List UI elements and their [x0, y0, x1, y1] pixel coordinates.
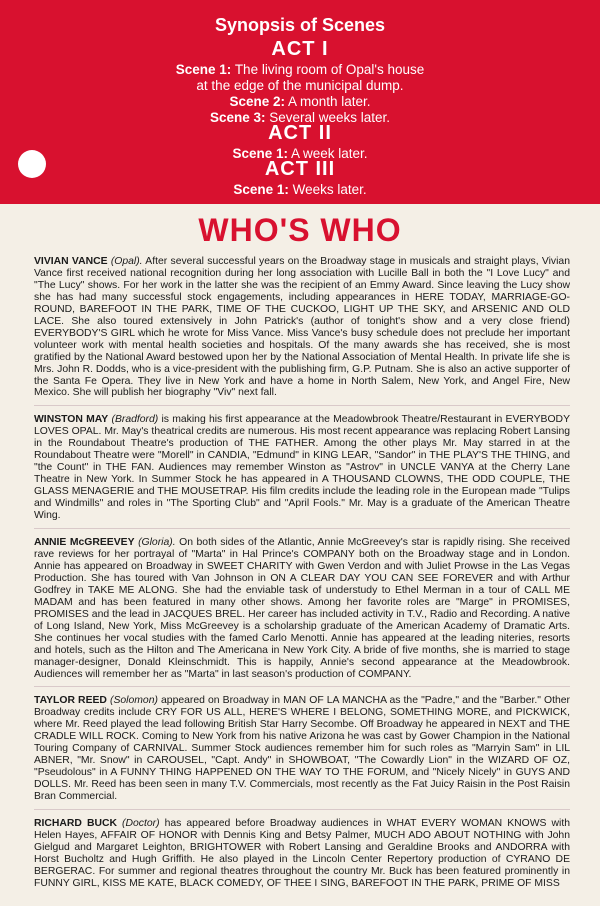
act-1-scene-1-cont: at the edge of the municipal dump.	[196, 78, 404, 93]
bio-text: appeared on Broadway in MAN OF LA MANCHA as the "Padre," and the "Barber." Other Broadway credits include CRY FOR US ALL, HERE'S WHERE I BELONG, SOMETHING MORE, and PICKWICK, where Mr. Reed played the lead following British Star Harry Secombe. Off Broadway he appeared in NEXT and THE CRADLE WILL ROCK. Coming to New York from his native Arizona he was cast by Gower Champion in the National Touring Company of CARNIVAL. Summer Stock audiences remember him for such roles as "Marryin Sam" in LIL ABNER, "Mr. Snow" in CAROUSEL, "Capt. Andy" in SHOWBOAT, "The Cowardly Lion" in the WIZARD OF OZ, "Pseudolous" in A FUNNY THING HAPPENED ON THE WAY TO THE FORUM, and "Nicely Nicely" in GUYS AND DOLLS. Mr. Reed has been seen in many T.V. Commercials, most recently as the Fat Juicy Raisin in the Post Raisin Bran Commercial.	[34, 695, 570, 803]
scene-text: Weeks later.	[292, 182, 367, 197]
bio-name: WINSTON MAY	[34, 414, 109, 426]
synopsis-title: Synopsis of Scenes	[214, 15, 386, 35]
bio-name: TAYLOR REED	[34, 695, 107, 707]
bio-text: has appeared before Broadway audiences in WHAT EVERY WOMAN KNOWS with Helen Hayes, AFFAIR OF HONOR with Dennis King and Betsy Palmer, MUCH ADO ABOUT NOTHING with John Gielgud and Margaret Leighton, BRIGHTOWER with Robert Lansing and Geraldine Brooks and ANDORRA with Horst Bucholtz and Hugh Griffith. He also played in the Lincoln Center Repertory production of CYRANO DE BERGERAC. For summer and regional theatres throughout the country Mr. Buck has been featured prominently in FUNNY GIRL, KISS ME KATE, BLACK COMEDY, OF THEE I SING, BAREFOOT IN THE PARK, PRIME OF MISS	[34, 818, 570, 889]
bio-role: (Doctor)	[122, 818, 160, 830]
bio-taylor-reed	[34, 695, 570, 803]
bio-text: is making his first appearance at the Meadowbrook Theatre/Restaurant in EVERYBODY LOVES OPAL. Mr. May's theatrical credits are numerous. His most recent appearance was replacing Robert Lansing in the Roundabout Theatre's production of THE FATHER. Among the other plays Mr. May starred in at the Roundabout Theatre were "Morell" in CANDIA, "Edmund" in KING LEAR, "Sandor" in THE PLAY'S THE THING, and "the Count" in THE FAN. Audiences may remember Winston as "Astrov" in UNCLE VANYA at the Cherry Lane Theatre in New York. In Summer Stock he has appeared in A THOUSAND CLOWNS, THE ODD COUPLE, THE GLASS MENAGERIE and THE MOUSETRAP. His film credits include the leading role in the European made "Tulips and Windmills" and roles in "The Sporting Club" and "April Fools." Mr. May is a graduate of the American Theatre Wing.	[34, 414, 570, 522]
scene-label: Scene 2:	[229, 94, 285, 109]
act-1-heading: ACT I	[271, 38, 329, 60]
scene-label: Scene 3:	[209, 110, 266, 125]
bio-role: (Gloria).	[138, 537, 176, 549]
act-1-scene-2	[0, 94, 600, 110]
bio-text: After several successful years on the Broadway stage in musicals and straight plays, Vivian Vance first received national recognition during her long association with Lucille Ball in both the "I Love Lucy" and "The Lucy" shows. For her work in the latter she was the recipient of an Emmy Award. Since leaving the Lucy show she has had many successful stock engagements, including appearances in HERE TODAY, MARRIAGE-GO-ROUND, BAREFOOT IN THE PARK, TIME OF THE CUCKOO, LIGHT UP THE SKY, and ARSENIC AND OLD LACE. She also toured extensively in John Patrick's (author of tonight's show and a very close friend) EVERYBODY'S GIRL which he wrote for Miss Vance. Miss Vance's busy schedule does not preclude her important volunteer work with mental health societies and hospitals. Of the many awards she has received, she is most gratified by the National Award bestowed upon her by the National Association of Mental Health. In private life she is Mrs. John R. Dodds, who is a vice-president with the publishing firm, G.P. Putnam. She is also an active supporter of the Santa Fe Opera. They live in New York and have a home in North Salem, New York, and Angel Fire, New Mexico. She will publish her biography "Viv" next fall.	[34, 256, 570, 399]
scene-text: Several weeks later.	[269, 110, 391, 125]
bio-text: On both sides of the Atlantic, Annie McGreevey's star is rapidly rising. She received rave reviews for her portrayal of "Marta" in Hal Prince's COMPANY both on the Broadway stage and in London. Annie has appeared on Broadway in SWEET CHARITY with Gwen Verdon and with Juliet Prowse in the Las Vegas Production. She has toured with Van Johnson in ON A CLEAR DAY YOU CAN SEE FOREVER and with Arthur Godfrey in TAKE ME ALONG. She had the enviable task of understudy to Ethel Merman in a tour of CALL ME MADAM and has been featured in many other shows. Among her favorite roles are "Marge" in PROMISES, PROMISES and the lead in JACQUES BREL. Her career has included activity in T.V., Radio and Recording. A native of Long Island, New York, Miss McGreevey is a scholarship graduate of the American Academy of Dramatic Arts. She continues her vocal studies with the famed Carlo Menotti. Annie has appeared at the leading niteries, resorts and hotels, such as the Hilton and The Americana in New York City. A bride of five months, she is married to stage manager-designer, Donald Kleinschmidt. This is happily, Annie's second appearance at the Meadowbrook. Audiences will remember her as "Marta" in last season's production of COMPANY.	[34, 537, 570, 680]
synopsis-banner	[0, 0, 600, 204]
bio-role: (Bradford)	[111, 414, 159, 426]
bio-name: ANNIE McGREEVEY	[34, 537, 135, 549]
bio-annie-mcgreevey	[34, 537, 570, 680]
bio-role: (Solomon)	[110, 695, 158, 707]
scene-text: A week later.	[291, 146, 368, 161]
act-3-scene-1	[0, 182, 600, 198]
bio-richard-buck	[34, 818, 570, 890]
divider	[34, 405, 570, 406]
bio-name: RICHARD BUCK	[34, 818, 117, 830]
punch-hole	[18, 150, 46, 178]
act-2-heading: ACT II	[268, 122, 332, 144]
bio-vivian-vance	[34, 256, 570, 399]
whos-who-title: WHO'S WHO	[198, 212, 402, 248]
bio-role: (Opal).	[110, 256, 143, 267]
scene-text: A month later.	[287, 94, 371, 109]
bio-winston-may	[34, 414, 570, 522]
bio-name: VIVIAN VANCE	[34, 256, 108, 267]
divider	[34, 528, 570, 529]
act-1-scene-1	[0, 62, 600, 78]
scene-text: The living room of Opal's house	[234, 62, 425, 77]
act-3-heading: ACT III	[264, 158, 336, 180]
divider	[34, 809, 570, 810]
divider	[34, 686, 570, 687]
scene-label: Scene 1:	[233, 182, 289, 197]
scene-label: Scene 1:	[175, 62, 232, 77]
scene-label: Scene 1:	[232, 146, 288, 161]
bios-column	[34, 256, 570, 900]
